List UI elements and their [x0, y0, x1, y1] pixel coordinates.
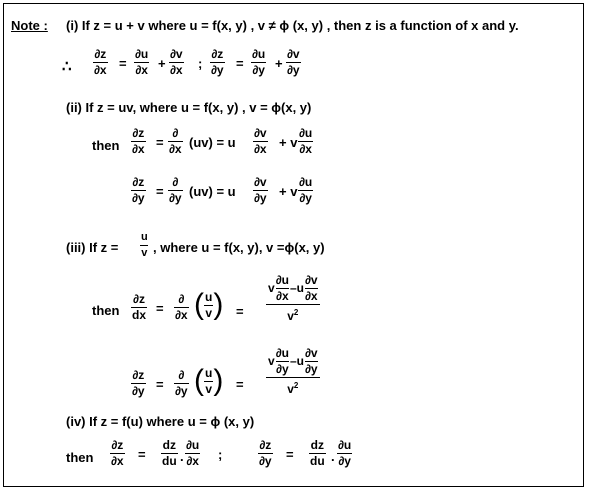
frac-du-dy: ∂u ∂y: [299, 175, 313, 205]
paren-u-over-v: ( u v ): [194, 288, 224, 321]
item3-text-b: , where u = f(x, y), v =ϕ(x, y): [153, 240, 325, 255]
frac-dv-dx: ∂v ∂x: [170, 47, 183, 77]
frac-dz-dy: ∂z ∂y: [132, 368, 145, 398]
quotient-rule-x: v ∂u ∂x – u ∂v ∂x $v^2$: [268, 273, 318, 323]
frac-du-dx: ∂u ∂x: [186, 438, 200, 468]
frac-dz-dx: ∂z ∂x: [132, 126, 145, 156]
then-label: then: [92, 303, 120, 318]
frac-d-dx: ∂ ∂x: [175, 292, 188, 322]
frac-du-dx: ∂u ∂x: [299, 126, 313, 156]
frac-dz-dx: ∂z ∂x: [111, 438, 124, 468]
frac-dz-dy: ∂z ∂y: [211, 47, 224, 77]
frac-dz-du: dz du: [162, 438, 177, 468]
paren-u-over-v: ( u v ): [194, 364, 224, 397]
note-box: Note : (i) If z = u + v where u = f(x, y) , v ≠ ϕ (x, y) , then z is a function of x and y. ∴ ∂z ∂x = ∂u ∂x + ∂v ∂x ; ∂z ∂y = ∂u ∂y + ∂v ∂y (ii) If z = uv, where u = f(x, y) , v = ϕ(x, y) then ∂z ∂x = ∂ ∂x (uv) = u ∂v ∂x + v ∂u ∂x ∂z ∂y = ∂ ∂y (uv) = u ∂v ∂y + v ∂u ∂y (iii) If z = u v , where u = f(x, y), v =ϕ(x, y) then ∂z dx = ∂ ∂x ( u v ) = v ∂u ∂x – u ∂v ∂x $v^2$ ∂z ∂y = ∂ ∂y ( u v ) = v ∂u ∂y – u ∂v ∂y $v^2$ (iv) If z = f(u) where u = ϕ (x, y) then ∂z ∂x = dz du . ∂u ∂x ; ∂z ∂y = dz du . ∂u ∂y: [3, 3, 584, 487]
frac-dv-dx: ∂v ∂x: [254, 126, 267, 156]
frac-dz-dx: ∂z dx: [132, 292, 147, 322]
frac-d-dy: ∂ ∂y: [169, 175, 182, 205]
frac-dv-dy: ∂v ∂y: [254, 175, 267, 205]
frac-d-dx: ∂ ∂x: [169, 126, 182, 156]
then-label: then: [92, 138, 120, 153]
quotient-rule-y: v ∂u ∂y – u ∂v ∂y $v^2$: [268, 346, 318, 396]
frac-dv-dy: ∂v ∂y: [287, 47, 300, 77]
frac-u-v: u v: [141, 231, 148, 259]
note-label: Note :: [11, 18, 48, 33]
item2-text: (ii) If z = uv, where u = f(x, y) , v = ϕ(x, y): [66, 100, 312, 115]
item4-text: (iv) If z = f(u) where u = ϕ (x, y): [66, 414, 255, 429]
frac-d-dy: ∂ ∂y: [175, 368, 188, 398]
frac-dz-dx: ∂z ∂x: [94, 47, 107, 77]
therefore-symbol: ∴: [62, 58, 72, 75]
then-label: then: [66, 450, 94, 465]
item1-text: (i) If z = u + v where u = f(x, y) , v ≠ ϕ (x, y) , then z is a function of x and y.: [66, 18, 519, 33]
frac-du-dx: ∂u ∂x: [135, 47, 149, 77]
frac-du-dy: ∂u ∂y: [252, 47, 266, 77]
frac-du-dy: ∂u ∂y: [338, 438, 352, 468]
frac-dz-dy: ∂z ∂y: [132, 175, 145, 205]
item3-text-a: (iii) If z =: [66, 240, 119, 255]
frac-dz-dy: ∂z ∂y: [259, 438, 272, 468]
frac-dz-du: dz du: [310, 438, 325, 468]
